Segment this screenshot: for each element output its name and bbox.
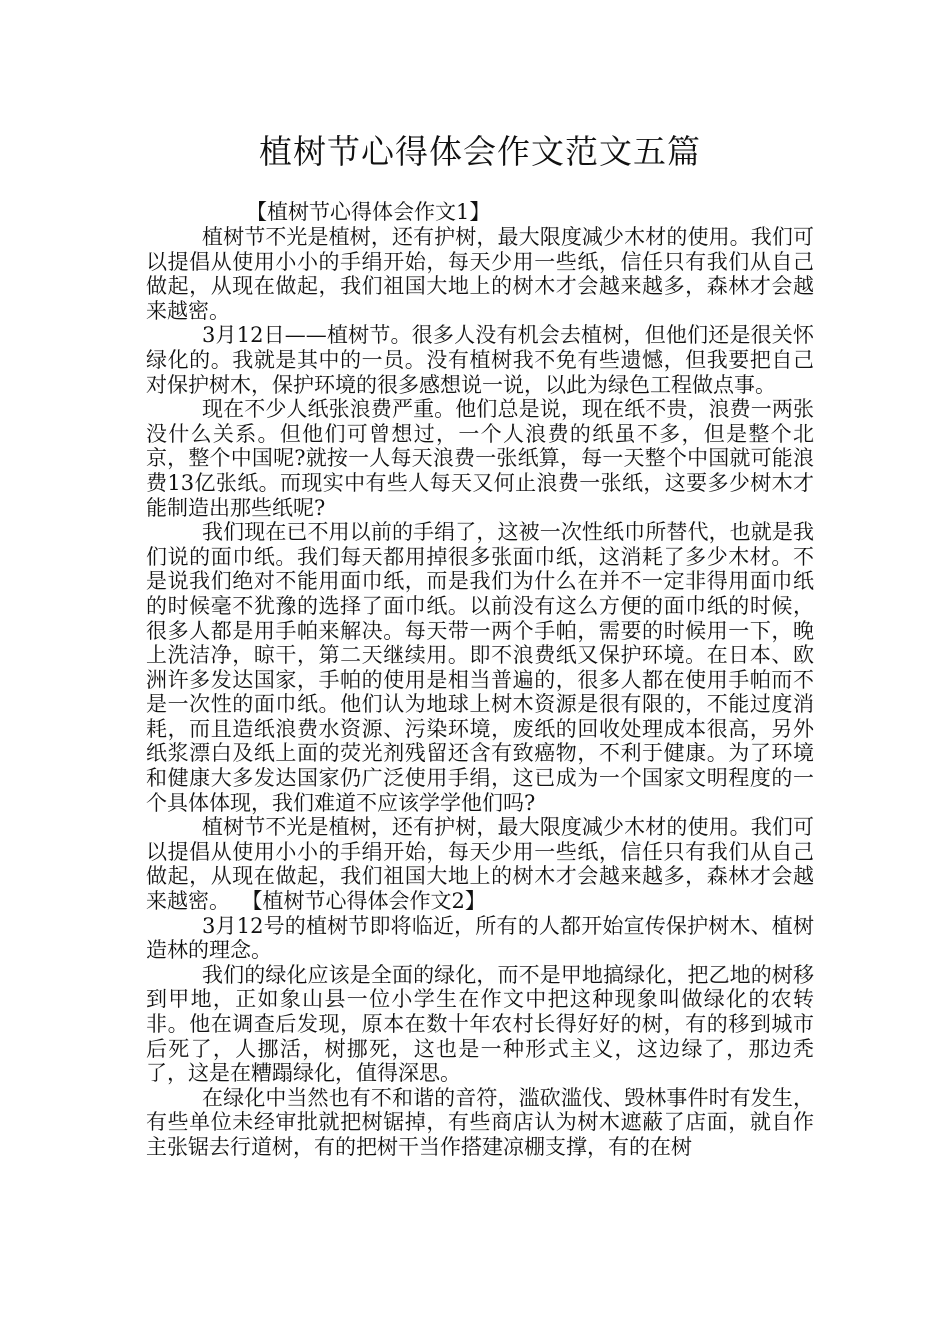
paragraph: 在绿化中当然也有不和谐的音符，滥砍滥伐、毁林事件时有发生，有些单位未经审批就把树锯掉，有些商店认为树木遮蔽了店面，就自作主张锯去行道树，有的把树干当作搭建凉棚支撑，有的在树: [146, 1085, 814, 1159]
section-heading-1: 【植树节心得体会作文1】: [246, 200, 491, 224]
paragraph: 3月12日——植树节。很多人没有机会去植树，但他们还是很关怀绿化的。我就是其中的一员。没有植树我不免有些遗憾，但我要把自己对保护树木，保护环境的很多感想说一说，以此为绿色工程做点事。: [146, 323, 814, 397]
paragraph: 我们的绿化应该是全面的绿化，而不是甲地搞绿化，把乙地的树移到甲地，正如象山县一位小学生在作文中把这种现象叫做绿化的农转非。他在调查后发现，原本在数十年农村长得好好的树，有的移到城市后死了，人挪活，树挪死，这也是一种形式主义，这边绿了，那边秃了，这是在糟蹋绿化，值得深思。: [146, 962, 814, 1086]
paragraph: 植树节不光是植树，还有护树，最大限度减少木材的使用。我们可以提倡从使用小小的手绢开始，每天少用一些纸，信任只有我们从自己做起，从现在做起，我们祖国大地上的树木才会越来越多，森林才会越来越密。: [146, 225, 814, 323]
paragraph: 我们现在已不用以前的手绢了，这被一次性纸巾所替代，也就是我们说的面巾纸。我们每天都用掉很多张面巾纸，这消耗了多少木材。不是说我们绝对不能用面巾纸，而是我们为什么在并不一定非得用面巾纸的时候毫不犹豫的选择了面巾纸。以前没有这么方便的面巾纸的时候，很多人都是用手帕来解决。每天带一两个手帕，需要的时候用一下，晚上洗洁净，晾干，第二天继续用。即不浪费纸又保护环境。在日本、欧洲许多发达国家，手帕的使用是相当普遍的，很多人都在使用手帕而不是一次性的面巾纸。他们认为地球上树木资源是很有限的，不能过度消耗，而且造纸浪费水资源、污染环境，废纸的回收处理成本很高，另外纸浆漂白及纸上面的荧光剂残留还含有致癌物，不利于健康。为了环境和健康大多发达国家仍广泛使用手绢，这已成为一个国家文明程度的一个具体体现，我们难道不应该学学他们吗?: [146, 520, 814, 815]
paragraph: 3月12号的植树节即将临近，所有的人都开始宣传保护树木、植树造林的理念。: [146, 913, 814, 963]
document-title: 植树节心得体会作文范文五篇: [259, 132, 701, 171]
paragraph-text: 植树节不光是植树，还有护树，最大限度减少木材的使用。我们可以提倡从使用小小的手绢开始，每天少用一些纸，信任只有我们从自己做起，从现在做起，我们祖国大地上的树木才会越来越多，森林才会越来越密。: [146, 815, 814, 914]
document-page: [146, 126, 814, 1160]
paragraph: 现在不少人纸张浪费严重。他们总是说，现在纸不贵，浪费一两张没什么关系。但他们可曾想过，一个人浪费的纸虽不多，但是整个北京，整个中国呢?就按一人每天浪费一张纸算，每一天整个中国就可能浪费13亿张纸。而现实中有些人每天又何止浪费一张纸，这要多少树木才能制造出那些纸呢?: [146, 397, 814, 520]
section-heading-2: 【植树节心得体会作文2】: [252, 889, 486, 914]
paragraph: [146, 815, 814, 913]
